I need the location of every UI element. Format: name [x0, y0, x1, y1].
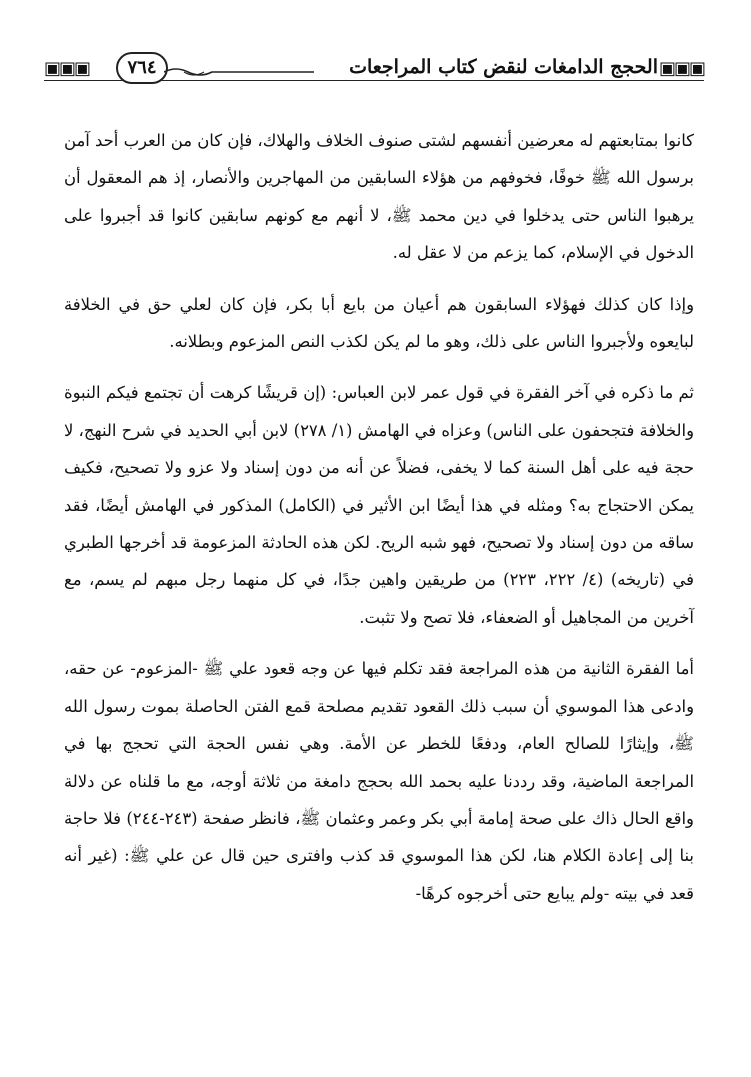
paragraph-3: ثم ما ذكره في آخر الفقرة في قول عمر لابن العباس: (إن قريشًا كرهت أن تجتمع فيكم النبوة والخلافة فتجحفون على الناس) وعزاه في الهامش (١/ ٢٧٨) لابن أبي الحديد في شرح النهج، لا حجة فيه على أهل السنة كما لا يخفى، فضلاً عن أنه من دون إسناد ولا عزو ولا تصحيح، فكيف يمكن الاحتجاج به؟ ومثله في هذا أيضًا ابن الأثير في (الكامل) المذكور في الهامش أيضًا، فقد ساقه من دون إسناد ولا تصحيح، فهو شبه الريح. لكن هذه الحادثة المزعومة قد أخرجها الطبري في (تاريخه) (٤/ ٢٢٢، ٢٢٣) من طريقين واهين جدًا، في كل منهما رجل مبهم لم يسم، مع آخرين من المجاهيل أو الضعفاء، فلا تصح ولا تثبت. [64, 383, 694, 627]
paragraph-1: كانوا بمتابعتهم له معرضين أنفسهم لشتى صنوف الخلاف والهلاك، فإن كان من العرب أحد آمن برسول الله ﷺ خوفًا، فخوفهم من هؤلاء السابقين من المهاجرين والأنصار، إذ هم المعقول أن يرهبوا الناس حتى يدخلوا في دين محمد ﷺ، لا أنهم مع كونهم سابقين كانوا قد أجبروا على الدخول في الإسلام، كما يزعم من لا عقل له. [64, 131, 694, 263]
page-body [64, 122, 694, 926]
header-ornament-right-icon: ▣▣▣ [658, 58, 704, 79]
header-ornament-left-icon: ▣▣▣ [44, 58, 90, 79]
header-flourish-icon [164, 64, 314, 80]
header-title: الحجج الدامغات لنقض كتاب المراجعات [343, 54, 664, 80]
page-number: ٧٦٤ [116, 52, 168, 84]
paragraph-2: وإذا كان كذلك فهؤلاء السابقون هم أعيان من بايع أبا بكر، فإن كان لعلي حق في الخلافة لبايعوه ولأجبروا الناس على ذلك، وهو ما لم يكن لكذب النص المزعوم وبطلانه. [64, 294, 694, 352]
running-header [44, 50, 704, 90]
paragraph-4: أما الفقرة الثانية من هذه المراجعة فقد تكلم فيها عن وجه قعود علي ﷺ -المزعوم- عن حقه، وادعى هذا الموسوي أن سبب ذلك القعود تقديم مصلحة قمع الفتن الحاصلة بموت رسول الله ﷺ، وإيثارًا للصالح العام، ودفعًا للخطر عن الأمة. وهي نفس الحجة التي تحجج بها في المراجعة الماضية، وقد رددنا عليه بحمد الله بحجج دامغة من ثلاثة أوجه، مع ما قلناه عن دلالة واقع الحال ذاك على صحة إمامة أبي بكر وعمر وعثمان ﷺ، فانظر صفحة (٢٤٣-٢٤٤) فلا حاجة بنا إلى إعادة الكلام هنا، لكن هذا الموسوي قد كذب وافترى حين قال عن علي ﷺ: (غير أنه قعد في بيته -ولم يبايع حتى أخرجوه كرهًا- [64, 659, 694, 903]
